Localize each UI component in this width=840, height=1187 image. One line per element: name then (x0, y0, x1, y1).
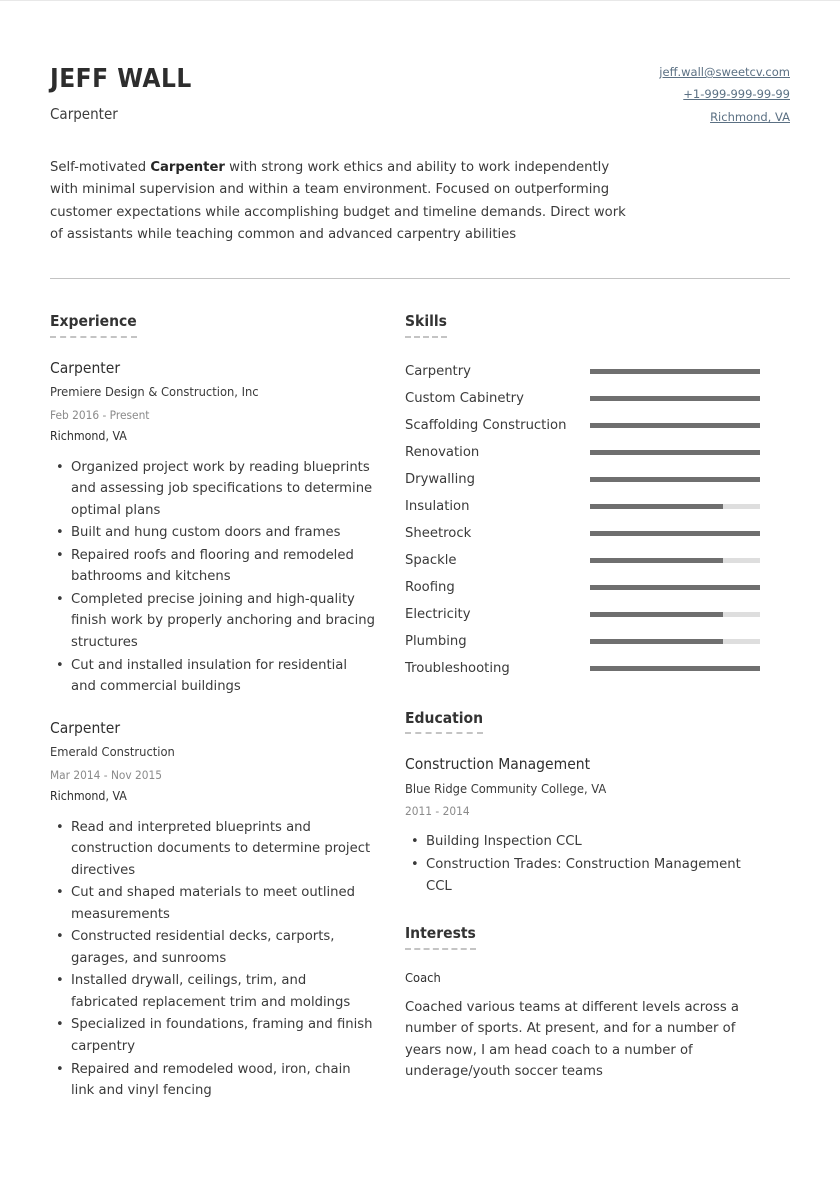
list-item: • Specialized in foundations, framing and finish carpentry (68, 1014, 375, 1057)
education-degree: Construction Management (405, 755, 591, 774)
skill-label: Sheetrock (405, 525, 472, 541)
list-item: • Repaired roofs and flooring and remodeled bathrooms and kitchens (68, 545, 375, 588)
experience-location: Richmond, VA (50, 428, 127, 443)
experience-date: Mar 2014 - Nov 2015 (50, 767, 163, 782)
interests-section (405, 923, 760, 1083)
experience-entry (50, 359, 375, 698)
skill-label: Plumbing (405, 633, 467, 649)
section-title-skills: Skills (405, 312, 447, 338)
skill-row (405, 493, 760, 520)
contact-block (659, 57, 790, 128)
skill-level-fill (590, 666, 760, 671)
skill-level-fill (590, 396, 760, 401)
skills-list (405, 358, 760, 682)
right-column (405, 311, 760, 1103)
experience-section (50, 311, 375, 1102)
skill-label: Renovation (405, 444, 480, 460)
section-title-experience: Experience (50, 312, 137, 338)
experience-organization: Premiere Design & Construction, Inc (50, 384, 259, 400)
skill-label: Insulation (405, 498, 470, 514)
content-columns (50, 311, 790, 1103)
skill-row (405, 601, 760, 628)
skill-level-fill (590, 477, 760, 482)
list-item: • Construction Trades: Construction Management CCL (423, 854, 760, 897)
list-item: • Building Inspection CCL (423, 831, 760, 853)
section-title-education: Education (405, 709, 483, 735)
skill-level-bar (590, 585, 760, 590)
skill-level-fill (590, 612, 723, 617)
list-item: • Built and hung custom doors and frames (68, 522, 375, 544)
contact-email[interactable]: jeff.wall@sweetcv.com (659, 65, 790, 79)
left-column (50, 311, 405, 1103)
skill-row (405, 520, 760, 547)
skill-label: Roofing (405, 579, 455, 595)
experience-bullet-list (50, 817, 375, 1102)
skill-level-bar (590, 666, 760, 671)
list-item: • Read and interpreted blueprints and construction documents to determine project directives (68, 817, 375, 882)
list-item: • Repaired and remodeled wood, iron, chain link and vinyl fencing (68, 1059, 375, 1102)
skill-row (405, 655, 760, 682)
skill-row (405, 574, 760, 601)
header-divider (50, 278, 790, 279)
skill-label: Drywalling (405, 471, 475, 487)
experience-title: Carpenter (50, 718, 121, 737)
skill-label: Troubleshooting (405, 660, 510, 676)
skill-row (405, 439, 760, 466)
skill-level-fill (590, 558, 723, 563)
education-bullet-list (405, 831, 760, 897)
interest-description: Coached various teams at different levels across a number of sports. At present, and for a number of years now, I am head coach to a number of underage/youth soccer teams (405, 999, 739, 1080)
skill-label: Spackle (405, 552, 457, 568)
education-entry (405, 755, 760, 897)
skill-level-fill (590, 423, 760, 428)
experience-title: Carpenter (50, 358, 121, 377)
summary-text-before: Self-motivated (50, 160, 151, 176)
summary-text-after: with strong work ethics and ability to work independently with minimal supervision and within a team environment. Focused on outperforming customer expectations while accomplishing budget and timeline demands. Direct work of assistants while teaching common and advanced carpentry abilities (50, 160, 626, 242)
skill-level-bar (590, 612, 760, 617)
skills-section (405, 311, 760, 682)
skill-label: Electricity (405, 606, 471, 622)
skill-level-bar (590, 558, 760, 563)
experience-bullet-list (50, 457, 375, 698)
skill-level-bar (590, 639, 760, 644)
skill-row (405, 358, 760, 385)
contact-phone[interactable]: +1-999-999-99-99 (683, 87, 790, 102)
skill-row (405, 466, 760, 493)
experience-entry (50, 719, 375, 1102)
skill-level-fill (590, 504, 723, 509)
list-item: • Constructed residential decks, carports, garages, and sunrooms (68, 926, 375, 969)
skill-label: Carpentry (405, 363, 471, 379)
list-item: • Cut and installed insulation for residential and commercial buildings (68, 655, 375, 698)
candidate-name: JEFF WALL (50, 64, 192, 94)
skill-level-fill (590, 639, 723, 644)
skill-row (405, 547, 760, 574)
experience-date: Feb 2016 - Present (50, 407, 150, 422)
skill-level-bar (590, 531, 760, 536)
professional-summary (50, 157, 630, 246)
skill-label: Scaffolding Construction (405, 417, 567, 433)
experience-organization: Emerald Construction (50, 744, 175, 760)
list-item: • Installed drywall, ceilings, trim, and fabricated replacement trim and moldings (68, 970, 375, 1013)
skill-row (405, 628, 760, 655)
skill-level-fill (590, 585, 760, 590)
education-section (405, 708, 760, 897)
section-title-interests: Interests (405, 924, 476, 950)
experience-location: Richmond, VA (50, 788, 127, 803)
skill-row (405, 385, 760, 412)
skill-level-bar (590, 369, 760, 374)
skill-level-bar (590, 423, 760, 428)
skill-level-fill (590, 531, 760, 536)
education-date: 2011 - 2014 (405, 804, 470, 819)
skill-level-fill (590, 369, 760, 374)
list-item: • Completed precise joining and high-quality finish work by properly anchoring and bracing structures (68, 589, 375, 654)
interest-title: Coach (405, 970, 441, 986)
skill-label: Custom Cabinetry (405, 390, 524, 406)
list-item: • Cut and shaped materials to meet outlined measurements (68, 882, 375, 925)
summary-highlight: Carpenter (150, 160, 225, 176)
skill-level-fill (590, 450, 760, 455)
skill-level-bar (590, 450, 760, 455)
skill-row (405, 412, 760, 439)
skill-level-bar (590, 477, 760, 482)
skill-level-bar (590, 396, 760, 401)
resume-header (50, 57, 790, 128)
candidate-job-title: Carpenter (50, 104, 118, 123)
contact-location[interactable]: Richmond, VA (710, 109, 790, 124)
identity-block (50, 57, 192, 123)
education-institution: Blue Ridge Community College, VA (405, 781, 607, 797)
skill-level-bar (590, 504, 760, 509)
list-item: • Organized project work by reading blueprints and assessing job specifications to determine optimal plans (68, 457, 375, 522)
